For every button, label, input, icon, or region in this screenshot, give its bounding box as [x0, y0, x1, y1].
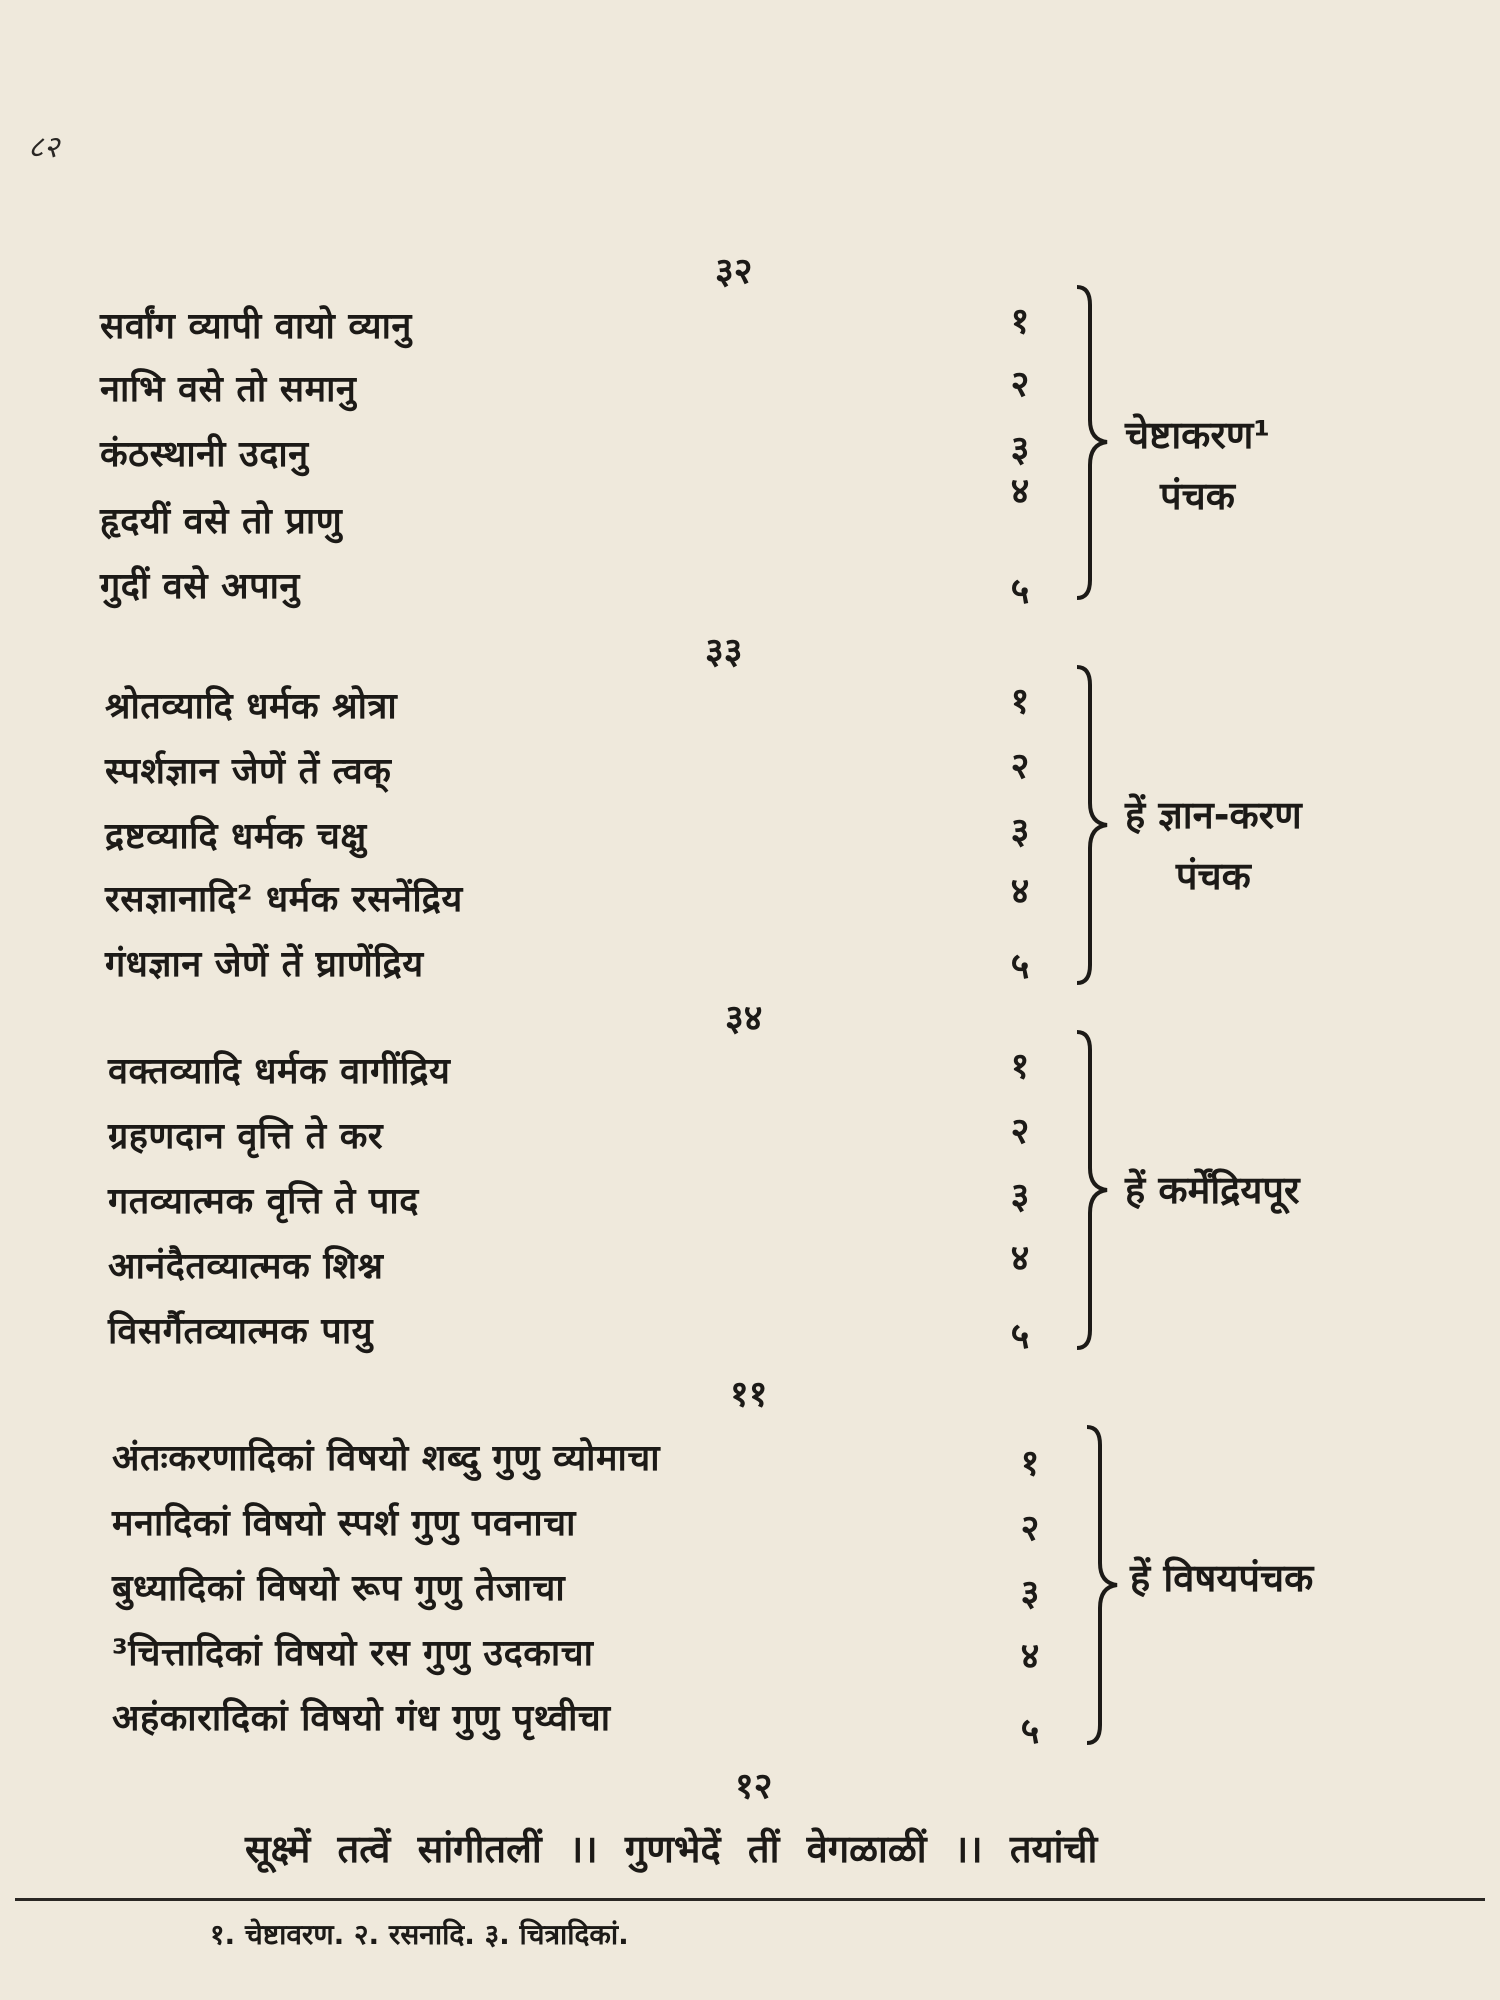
text-line: अहंकारादिकां विषयो गंध गुणु पृथ्वीचा [112, 1698, 611, 1739]
right-brace [1075, 665, 1115, 985]
line-number: ५ [1010, 1316, 1030, 1357]
footnote: १. चेष्टावरण. २. रसनादि. ३. चित्रादिकां. [210, 1918, 629, 1951]
line-number: ५ [1010, 946, 1030, 987]
right-brace [1075, 285, 1115, 600]
line-number: ४ [1010, 471, 1030, 512]
text-line: सर्वांग व्यापी वायो व्यानु [100, 306, 412, 347]
line-number: ३ [1010, 1176, 1030, 1217]
line-number: २ [1010, 1111, 1030, 1152]
line-number: १ [1010, 1046, 1030, 1087]
section-number: ३२ [715, 251, 753, 292]
text-line: बुध्यादिकां विषयो रूप गुणु तेजाचा [112, 1568, 566, 1609]
verse-line: सूक्ष्में तत्वें सांगीतलीं ।। गुणभेदें तीं वेगळाळीं ।। तयांची [245, 1827, 1098, 1871]
right-brace [1075, 1030, 1115, 1350]
footnote-divider [15, 1898, 1485, 1901]
text-line: स्पर्शज्ञान जेणें तें त्वक् [105, 751, 392, 792]
text-line: वक्तव्यादि धर्मक वागींद्रिय [108, 1051, 451, 1092]
text-line: गतव्यात्मक वृत्ति ते पाद [108, 1181, 419, 1222]
text-line: ग्रहणदान वृत्ति ते कर [108, 1116, 384, 1157]
line-number: १ [1010, 301, 1030, 342]
section-number: ३४ [725, 998, 763, 1039]
text-line: गंधज्ञान जेणें तें घ्राणेंद्रिय [105, 944, 424, 985]
line-number: ३ [1010, 429, 1030, 470]
line-number: ३ [1010, 811, 1030, 852]
line-number: ४ [1010, 1238, 1030, 1279]
line-number: ५ [1010, 571, 1030, 612]
group-label: हें ज्ञान-करण पंचक [1125, 793, 1302, 898]
page-number: ८२ [28, 130, 60, 165]
group-label: चेष्टाकरण¹ पंचक [1125, 413, 1271, 518]
section-number: १२ [735, 1766, 773, 1807]
line-number: २ [1010, 364, 1030, 405]
text-line: अंतःकरणादिकां विषयो शब्दु गुणु व्योमाचा [112, 1438, 661, 1479]
text-line: कंठस्थानी उदानु [100, 434, 309, 475]
line-number: १ [1020, 1443, 1040, 1484]
text-line: मनादिकां विषयो स्पर्श गुणु पवनाचा [112, 1503, 576, 1544]
line-number: ४ [1010, 871, 1030, 912]
text-line: श्रोतव्यादि धर्मक श्रोत्रा [105, 686, 398, 727]
line-number: ४ [1020, 1636, 1040, 1677]
text-line: विसर्गैतव्यात्मक पायु [108, 1311, 373, 1352]
right-brace [1085, 1425, 1125, 1745]
group-label: हें विषयपंचक [1130, 1556, 1314, 1600]
line-number: ३ [1020, 1573, 1040, 1614]
text-line: गुदीं वसे अपानु [100, 566, 300, 607]
group-label: हें कर्मेंद्रियपूर [1125, 1168, 1300, 1212]
line-number: २ [1020, 1508, 1040, 1549]
section-number: ३३ [705, 631, 743, 672]
line-number: ५ [1020, 1711, 1040, 1752]
text-line: हृदयीं वसे तो प्राणु [100, 501, 343, 542]
section-number: ११ [730, 1374, 768, 1415]
text-line: नाभि वसे तो समानु [100, 369, 357, 410]
line-number: २ [1010, 746, 1030, 787]
text-line: आनंदैतव्यात्मक शिश्न [108, 1246, 384, 1287]
text-line: रसज्ञानादि² धर्मक रसनेंद्रिय [105, 879, 463, 920]
text-line: ³चित्तादिकां विषयो रस गुणु उदकाचा [112, 1633, 594, 1674]
text-line: द्रष्टव्यादि धर्मक चक्षु [105, 816, 367, 857]
line-number: १ [1010, 681, 1030, 722]
